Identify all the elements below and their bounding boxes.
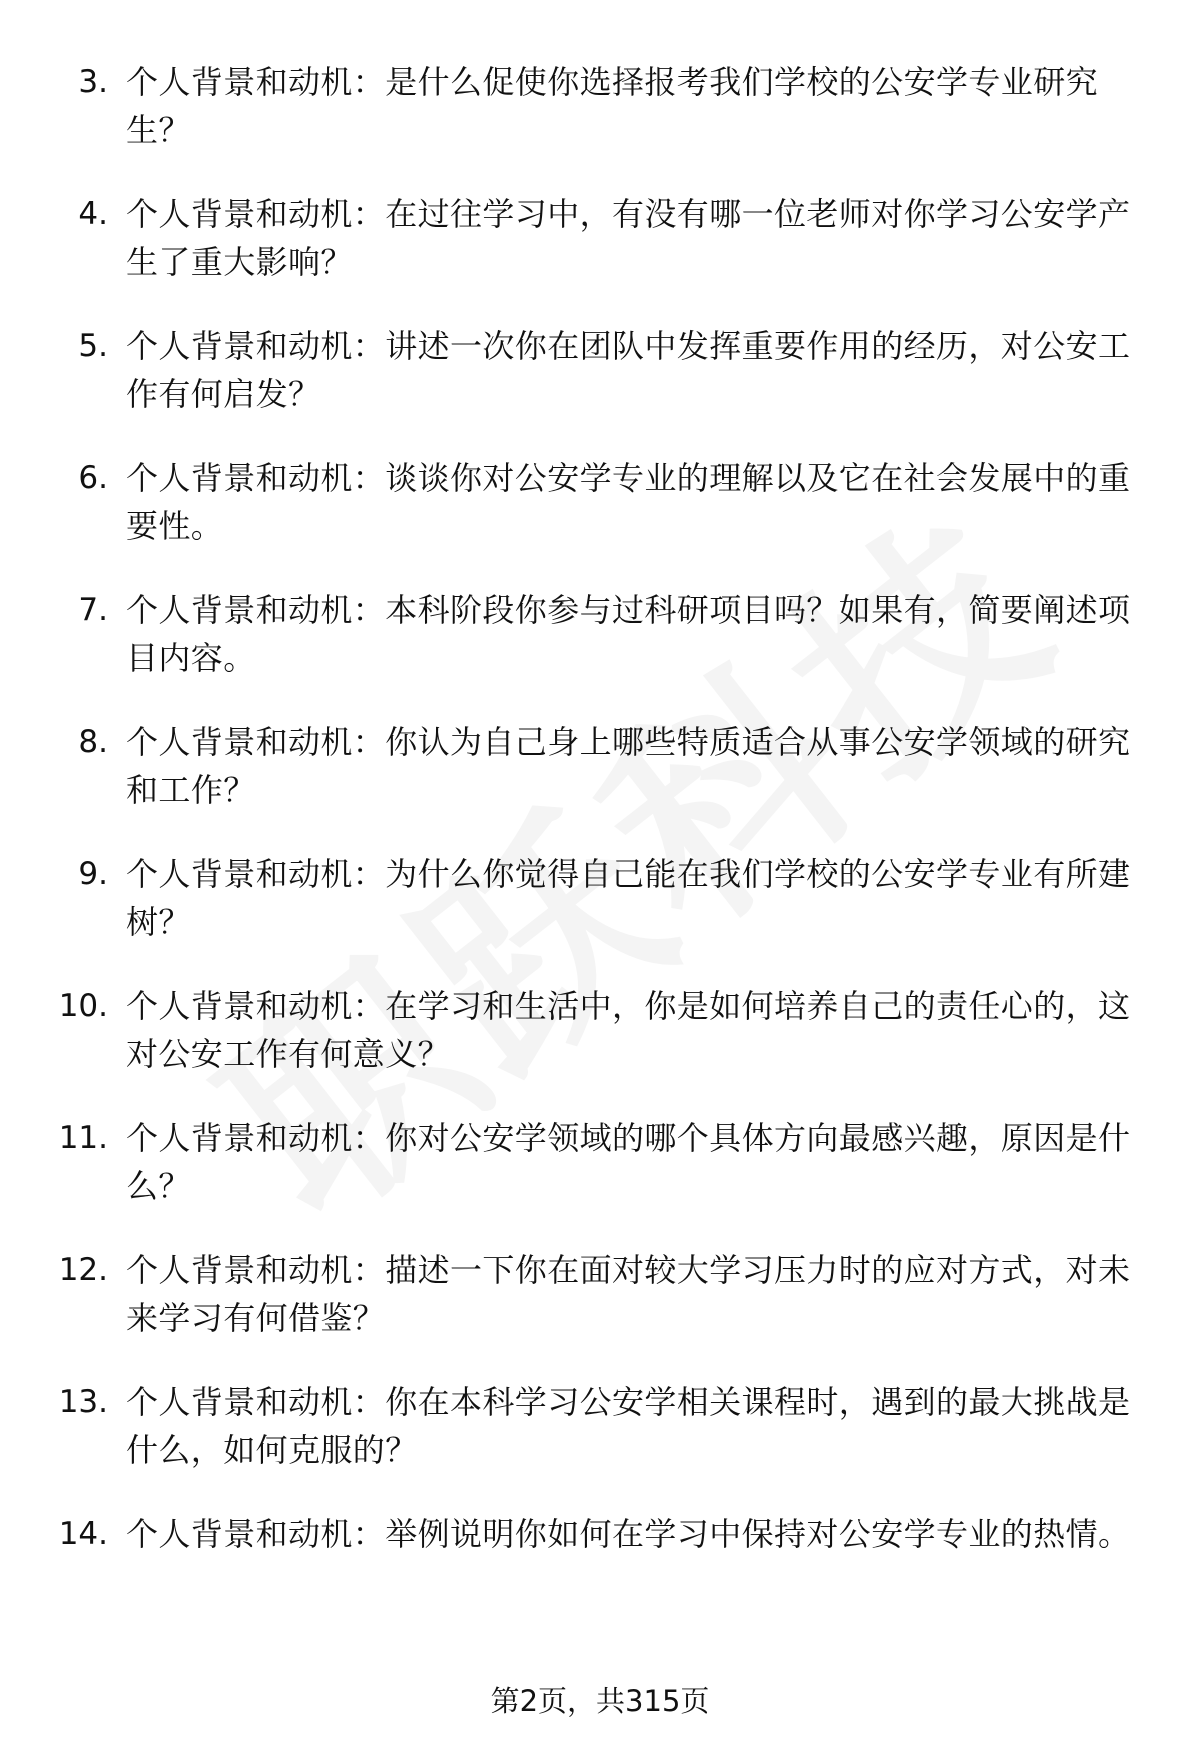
question-item (0, 850, 1200, 982)
question-text: 个人背景和动机：为什么你觉得自己能在我们学校的公安学专业有所建树？ (126, 855, 1131, 941)
question-text: 个人背景和动机：你在本科学习公安学相关课程时，遇到的最大挑战是什么，如何克服的？ (126, 1383, 1131, 1469)
question-number: 12. (58, 1252, 108, 1288)
question-number: 6. (78, 460, 108, 496)
question-number: 10. (58, 988, 108, 1024)
question-item (0, 322, 1200, 454)
question-text: 个人背景和动机：讲述一次你在团队中发挥重要作用的经历，对公安工作有何启发？ (126, 327, 1131, 413)
question-text: 个人背景和动机：在过往学习中，有没有哪一位老师对你学习公安学产生了重大影响？ (126, 195, 1131, 281)
question-number: 5. (78, 328, 108, 364)
question-number: 14. (58, 1516, 108, 1552)
question-text: 个人背景和动机：是什么促使你选择报考我们学校的公安学专业研究生？ (126, 63, 1099, 149)
question-number: 9. (78, 856, 108, 892)
question-number: 7. (78, 592, 108, 628)
question-item (0, 1378, 1200, 1510)
question-text: 个人背景和动机：本科阶段你参与过科研项目吗？如果有，简要阐述项目内容。 (126, 591, 1131, 677)
question-number: 13. (58, 1384, 108, 1420)
question-item (0, 586, 1200, 718)
question-list (0, 58, 1200, 1642)
question-text: 个人背景和动机：谈谈你对公安学专业的理解以及它在社会发展中的重要性。 (126, 459, 1131, 545)
question-item (0, 718, 1200, 850)
question-text: 个人背景和动机：举例说明你如何在学习中保持对公安学专业的热情。 (126, 1515, 1131, 1553)
question-number: 4. (78, 196, 108, 232)
page-indicator: 第2页，共315页 (490, 1684, 710, 1718)
question-item (0, 1510, 1200, 1642)
question-text: 个人背景和动机：你对公安学领域的哪个具体方向最感兴趣，原因是什么？ (126, 1119, 1131, 1205)
question-number: 8. (78, 724, 108, 760)
question-item (0, 190, 1200, 322)
question-number: 3. (78, 64, 108, 100)
question-item (0, 982, 1200, 1114)
question-item (0, 454, 1200, 586)
question-item (0, 1114, 1200, 1246)
question-text: 个人背景和动机：描述一下你在面对较大学习压力时的应对方式，对未来学习有何借鉴？ (126, 1251, 1131, 1337)
question-text: 个人背景和动机：你认为自己身上哪些特质适合从事公安学领域的研究和工作？ (126, 723, 1131, 809)
question-text: 个人背景和动机：在学习和生活中，你是如何培养自己的责任心的，这对公安工作有何意义？ (126, 987, 1131, 1073)
question-item (0, 58, 1200, 190)
question-item (0, 1246, 1200, 1378)
page-footer (0, 1681, 1200, 1721)
question-number: 11. (58, 1120, 108, 1156)
